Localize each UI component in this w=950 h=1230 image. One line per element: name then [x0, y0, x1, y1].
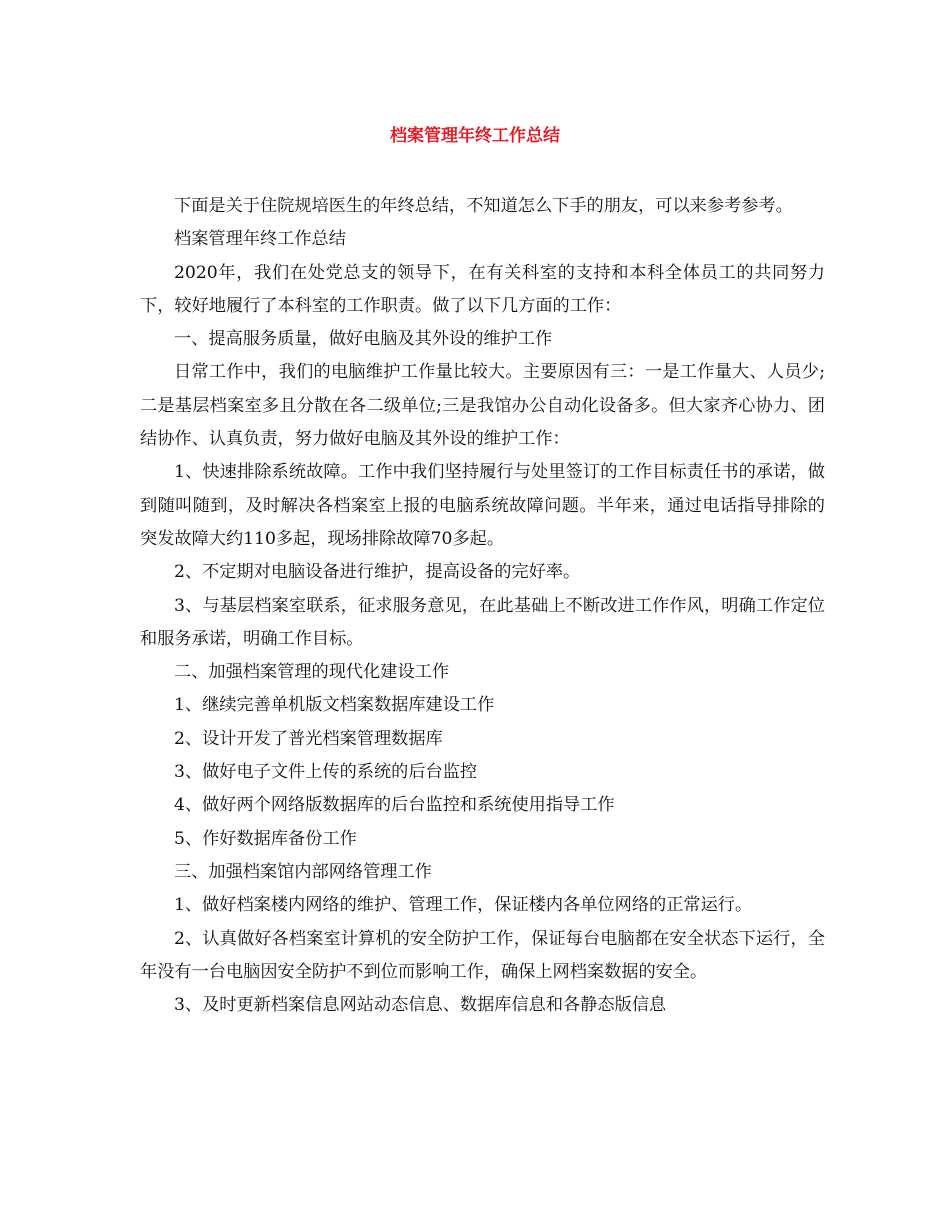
list-item: 3、做好电子文件上传的系统的后台监控 — [174, 762, 478, 783]
section-heading-3: 三、加强档案馆内部网络管理工作 — [174, 861, 432, 882]
list-item: 1、继续完善单机版文档案数据库建设工作 — [174, 695, 495, 716]
list-item: 4、做好两个网络版数据库的后台监控和系统使用指导工作 — [174, 795, 615, 816]
list-item: 1、快速排除系统故障。工作中我们坚持履行与处里签订的工作目标责任书的承诺，做到随叫随到，及时解决各档案室上报的电脑系统故障问题。半年来，通过电话指导排除的突发故障大约110多起，现场排除故障70多起。 — [140, 462, 825, 549]
paragraph: 日常工作中，我们的电脑维护工作量比较大。主要原因有三：一是工作量大、人员少;二是基层档案室多且分散在各二级单位;三是我馆办公自动化设备多。但大家齐心协力、团结协作、认真负责，努力做好电脑及其外设的维护工作： — [140, 362, 825, 450]
paragraph: 2020年，我们在处党总支的领导下，在有关科室的支持和本科全体员工的共同努力下，较好地履行了本科室的工作职责。做了以下几方面的工作： — [140, 262, 825, 316]
list-item: 2、不定期对电脑设备进行维护，提高设备的完好率。 — [174, 562, 581, 583]
paragraph-subtitle: 档案管理年终工作总结 — [174, 229, 346, 250]
list-item: 2、设计开发了普光档案管理数据库 — [174, 728, 443, 749]
list-item: 3、及时更新档案信息网站动态信息、数据库信息和各静态版信息 — [174, 995, 667, 1016]
section-heading-2: 二、加强档案管理的现代化建设工作 — [174, 662, 450, 683]
section-heading-1: 一、提高服务质量，做好电脑及其外设的维护工作 — [174, 329, 553, 350]
list-item: 3、与基层档案室联系，征求服务意见，在此基础上不断改进工作作风，明确工作定位和服务承诺，明确工作目标。 — [140, 595, 825, 649]
paragraph-intro: 下面是关于住院规培医生的年终总结，不知道怎么下手的朋友，可以来参考参考。 — [174, 196, 793, 216]
document-title: 档案管理年终工作总结 — [390, 126, 560, 146]
list-item: 5、作好数据库备份工作 — [174, 828, 357, 849]
list-item: 1、做好档案楼内网络的维护、管理工作，保证楼内各单位网络的正常运行。 — [174, 895, 753, 916]
list-item: 2、认真做好各档案室计算机的安全防护工作，保证每台电脑都在安全状态下运行，全年没有一台电脑因安全防护不到位而影响工作，确保上网档案数据的安全。 — [140, 928, 825, 982]
document-body — [140, 190, 825, 1022]
